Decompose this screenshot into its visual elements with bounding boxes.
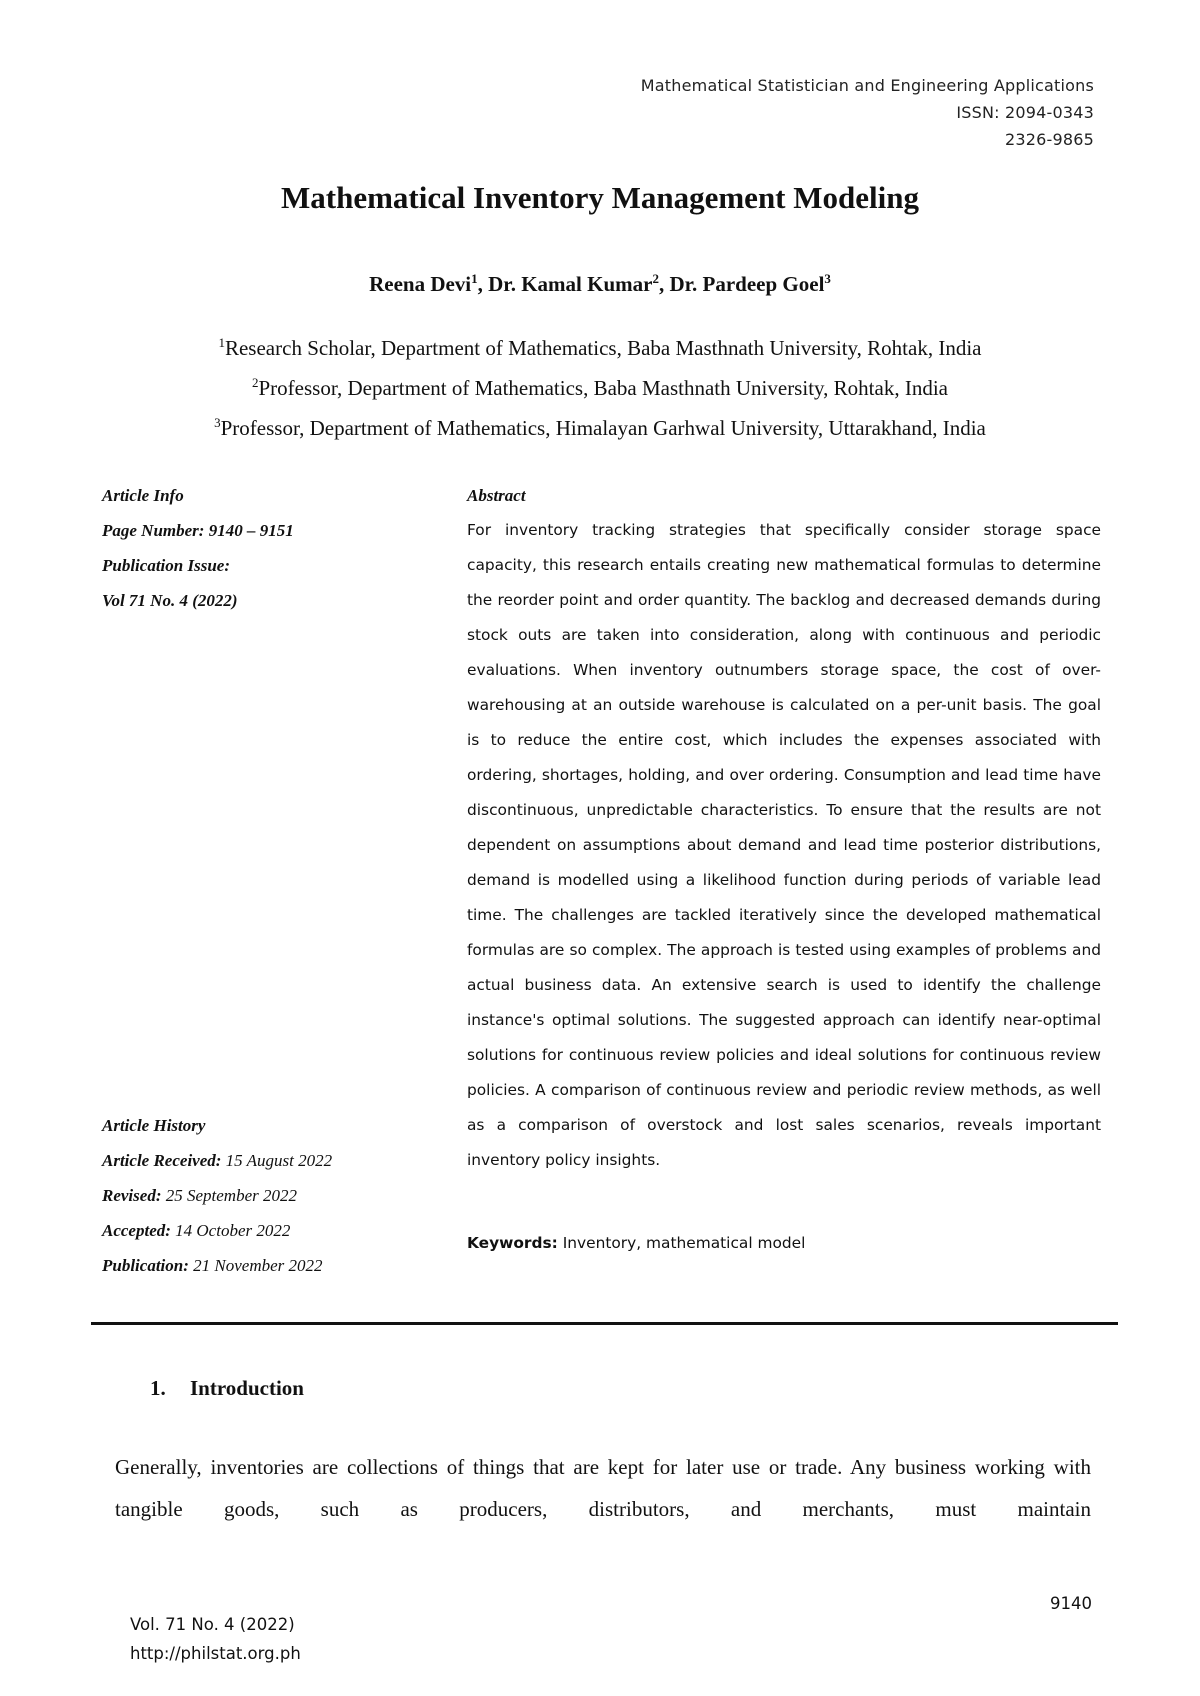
author-sup: 2	[652, 271, 659, 286]
author-name: Reena Devi	[369, 272, 472, 296]
article-info	[102, 478, 432, 618]
received-date	[102, 1143, 432, 1178]
author-list: Reena Devi$^1$, Dr. Kamal Kumar$^2$, Dr. Pardeep Goel$^3$	[369, 271, 831, 296]
section-heading	[150, 1376, 304, 1401]
affiliation-text: Professor, Department of Mathematics, Himalayan Garhwal University, Uttarakhand, India	[220, 416, 986, 440]
abstract-heading: Abstract	[467, 486, 526, 505]
abstract-text: For inventory tracking strategies that specifically consider storage space capacity, this research entails creating new mathematical formulas to determine the reorder point and order quantity. The backlog and decreased demands during stock outs are taken into consideration, along with continuous and periodic evaluations. When inventory outnumbers storage space, the cost of over-warehousing at an outside warehouse is calculated on a per-unit basis. The goal is to reduce the entire cost, which includes the expenses associated with ordering, shortages, holding, and over ordering. Consumption and lead time have discontinuous, unpredictable characteristics. To ensure that the results are not dependent on assumptions about demand and lead time posterior distributions, demand is modelled using a likelihood function during periods of variable lead time. The challenges are tackled iteratively since the developed mathematical formulas are so complex. The approach is tested using examples of problems and actual business data. An extensive search is used to identify the challenge instance's optimal solutions. The suggested approach can identify near-optimal solutions for continuous review policies and ideal solutions for continuous review policies. A comparison of continuous review and periodic review methods, as well as a comparison of overstock and lost sales scenarios, reveals important inventory policy insights.	[467, 521, 1101, 1169]
article-info-heading: Article Info	[102, 486, 184, 505]
revised-label: Revised:	[102, 1186, 162, 1205]
footer-url[interactable]: http://philstat.org.ph	[130, 1644, 301, 1663]
keywords	[467, 1234, 1101, 1252]
footer-left	[130, 1610, 301, 1668]
affiliation-sup: 1	[218, 335, 225, 350]
page-number-footer: 9140	[1050, 1594, 1092, 1613]
author-name: Dr. Kamal Kumar	[488, 272, 653, 296]
section-number: 1.	[150, 1376, 166, 1400]
publication-issue: Publication Issue:	[102, 556, 230, 575]
journal-name: Mathematical Statistician and Engineering Applications	[640, 76, 1094, 95]
affiliation-text: Research Scholar, Department of Mathematics, Baba Masthnath University, Rohtak, India	[224, 336, 982, 360]
affiliation	[0, 368, 1200, 408]
publication-value: 21 November 2022	[188, 1256, 323, 1275]
publication-date	[102, 1248, 432, 1283]
affiliation-list	[0, 328, 1200, 448]
volume: Vol 71 No. 4 (2022)	[102, 591, 238, 610]
revised-date	[102, 1178, 432, 1213]
accepted-date	[102, 1213, 432, 1248]
author-sup: 3	[824, 271, 831, 286]
affiliation-sup: 2	[252, 375, 259, 390]
accepted-value: 14 October 2022	[170, 1221, 291, 1240]
footer-volume: Vol. 71 No. 4 (2022)	[130, 1615, 295, 1634]
journal-issn-2: 2326-9865	[1004, 130, 1094, 149]
received-value: 15 August 2022	[221, 1151, 333, 1170]
paper-title: Mathematical Inventory Management Modeling	[281, 180, 919, 215]
revised-value: 25 September 2022	[161, 1186, 297, 1205]
affiliation	[0, 408, 1200, 448]
accepted-label: Accepted:	[102, 1221, 171, 1240]
section-title: Introduction	[190, 1376, 304, 1400]
article-history-heading: Article History	[102, 1116, 206, 1135]
affiliation-text: Professor, Department of Mathematics, Baba Masthnath University, Rohtak, India	[258, 376, 948, 400]
affiliation	[0, 328, 1200, 368]
author-sup: 1	[471, 271, 478, 286]
section-divider	[91, 1322, 1118, 1325]
page-number: Page Number: 9140 – 9151	[102, 521, 294, 540]
intro-paragraph: Generally, inventories are collections of things that are kept for later use or trade. Any business working with tangible goods, such as producers, distributors, and merchants, must maintain	[115, 1455, 1091, 1521]
keywords-text: Inventory, mathematical model	[557, 1234, 806, 1252]
keywords-label: Keywords:	[467, 1234, 558, 1252]
journal-issn: ISSN: 2094-0343	[956, 103, 1094, 122]
received-label: Article Received:	[102, 1151, 222, 1170]
publication-label: Publication:	[102, 1256, 189, 1275]
abstract	[467, 478, 1101, 1178]
journal-header	[641, 72, 1094, 153]
author-name: Dr. Pardeep Goel	[669, 272, 825, 296]
affiliation-sup: 3	[214, 415, 221, 430]
article-history	[102, 1108, 432, 1283]
